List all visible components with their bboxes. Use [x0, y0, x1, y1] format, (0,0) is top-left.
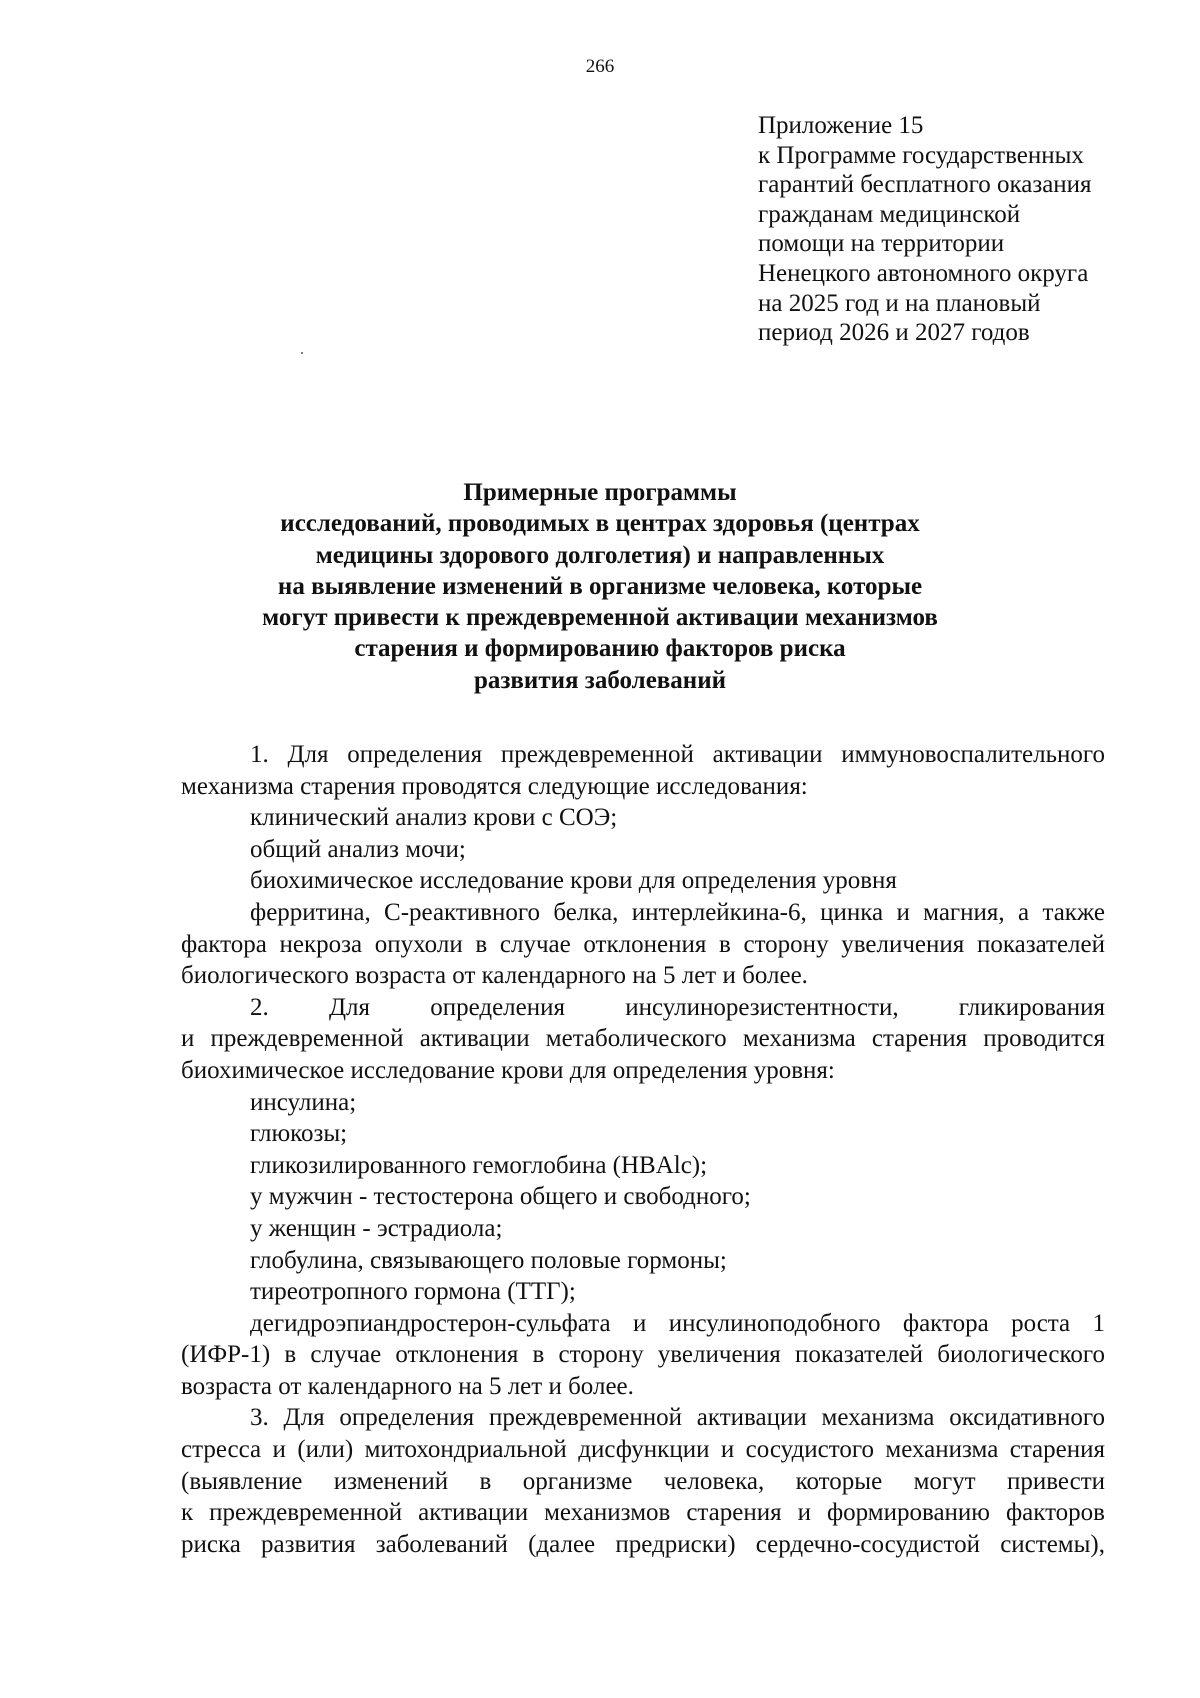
list-item: биохимическое исследование крови для определения уровня	[250, 867, 897, 895]
document-title	[0, 477, 1200, 696]
paragraph-2-line: и преждевременной активации метаболического механизма старения проводится	[181, 1025, 1105, 1053]
paragraph-2-line: 2. Для определения инсулинорезистентности, гликирования	[250, 993, 1105, 1021]
list-item: у женщин - эстрадиола;	[250, 1214, 503, 1242]
scan-speck	[301, 352, 303, 354]
list-item: гликозилированного гемоглобина (HBAlc);	[250, 1151, 708, 1179]
title-line: на выявление изменений в организме человека, которые	[277, 572, 923, 600]
list-item: общий анализ мочи;	[250, 835, 466, 863]
title-line: Примерные программы	[463, 479, 737, 506]
paragraph-1-line: механизма старения проводятся следующие исследования:	[181, 772, 808, 800]
list-item: ферритина, С-реактивного белка, интерлейкина-6, цинка и магния, а также	[250, 898, 1105, 926]
appendix-line: к Программе государственных	[758, 141, 1084, 169]
paragraph-1-line: 1. Для определения преждевременной активации иммуновоспалительного	[250, 741, 1105, 768]
appendix-line: Ненецкого автономного округа	[758, 259, 1089, 287]
paragraph-1-line: фактора некроза опухоли в случае отклонения в сторону увеличения показателей	[181, 930, 1105, 958]
appendix-header	[758, 111, 1178, 348]
paragraph-3-line: 3. Для определения преждевременной активации механизма оксидативного	[250, 1404, 1105, 1432]
paragraph-3-line: к преждевременной активации механизмов старения и формированию факторов	[181, 1499, 1105, 1527]
title-line: развития заболеваний	[473, 666, 727, 694]
paragraph-2-line: возраста от календарного на 5 лет и более.	[181, 1372, 634, 1400]
appendix-line: период 2026 и 2027 годов	[758, 319, 1030, 347]
appendix-line: гарантий бесплатного оказания	[758, 171, 1092, 199]
appendix-line: помощи на территории	[758, 230, 1005, 258]
title-line: медицины здорового долголетия) и направленных	[315, 541, 885, 569]
paragraph-1-line: биологического возраста от календарного на 5 лет и более.	[181, 962, 808, 990]
paragraph-2-line: (ИФР-1) в случае отклонения в сторону увеличения показателей биологического	[181, 1341, 1105, 1369]
list-item: тиреотропного гормона (ТТГ);	[250, 1278, 576, 1306]
page-number: 266	[585, 56, 615, 77]
list-item: дегидроэпиандростерон-сульфата и инсулиноподобного фактора роста 1	[250, 1309, 1105, 1337]
title-line: старения и формированию факторов риска	[354, 635, 846, 663]
paragraph-3-line: (выявление изменений в организме человека, которые могут привести	[181, 1467, 1105, 1495]
title-line: исследований, проводимых в центрах здоровья (центрах	[280, 510, 920, 538]
body-text	[181, 739, 1105, 1560]
list-item: глюкозы;	[250, 1120, 348, 1148]
appendix-line: гражданам медицинской	[758, 200, 1021, 228]
title-line: могут привести к преждевременной активации механизмов	[262, 604, 938, 632]
paragraph-2-line: биохимическое исследование крови для определения уровня:	[181, 1056, 835, 1084]
appendix-line: Приложение 15	[758, 112, 924, 139]
list-item: клинический анализ крови с СОЭ;	[250, 804, 618, 832]
list-item: инсулина;	[250, 1088, 357, 1116]
list-item: у мужчин - тестостерона общего и свободного;	[250, 1183, 751, 1211]
paragraph-3-line: риска развития заболеваний (далее предриски) сердечно-сосудистой системы),	[181, 1530, 1105, 1558]
list-item: глобулина, связывающего половые гормоны;	[250, 1246, 727, 1274]
paragraph-3-line: стресса и (или) митохондриальной дисфункции и сосудистого механизма старения	[181, 1436, 1105, 1464]
appendix-line: на 2025 год и на плановый	[758, 289, 1041, 317]
